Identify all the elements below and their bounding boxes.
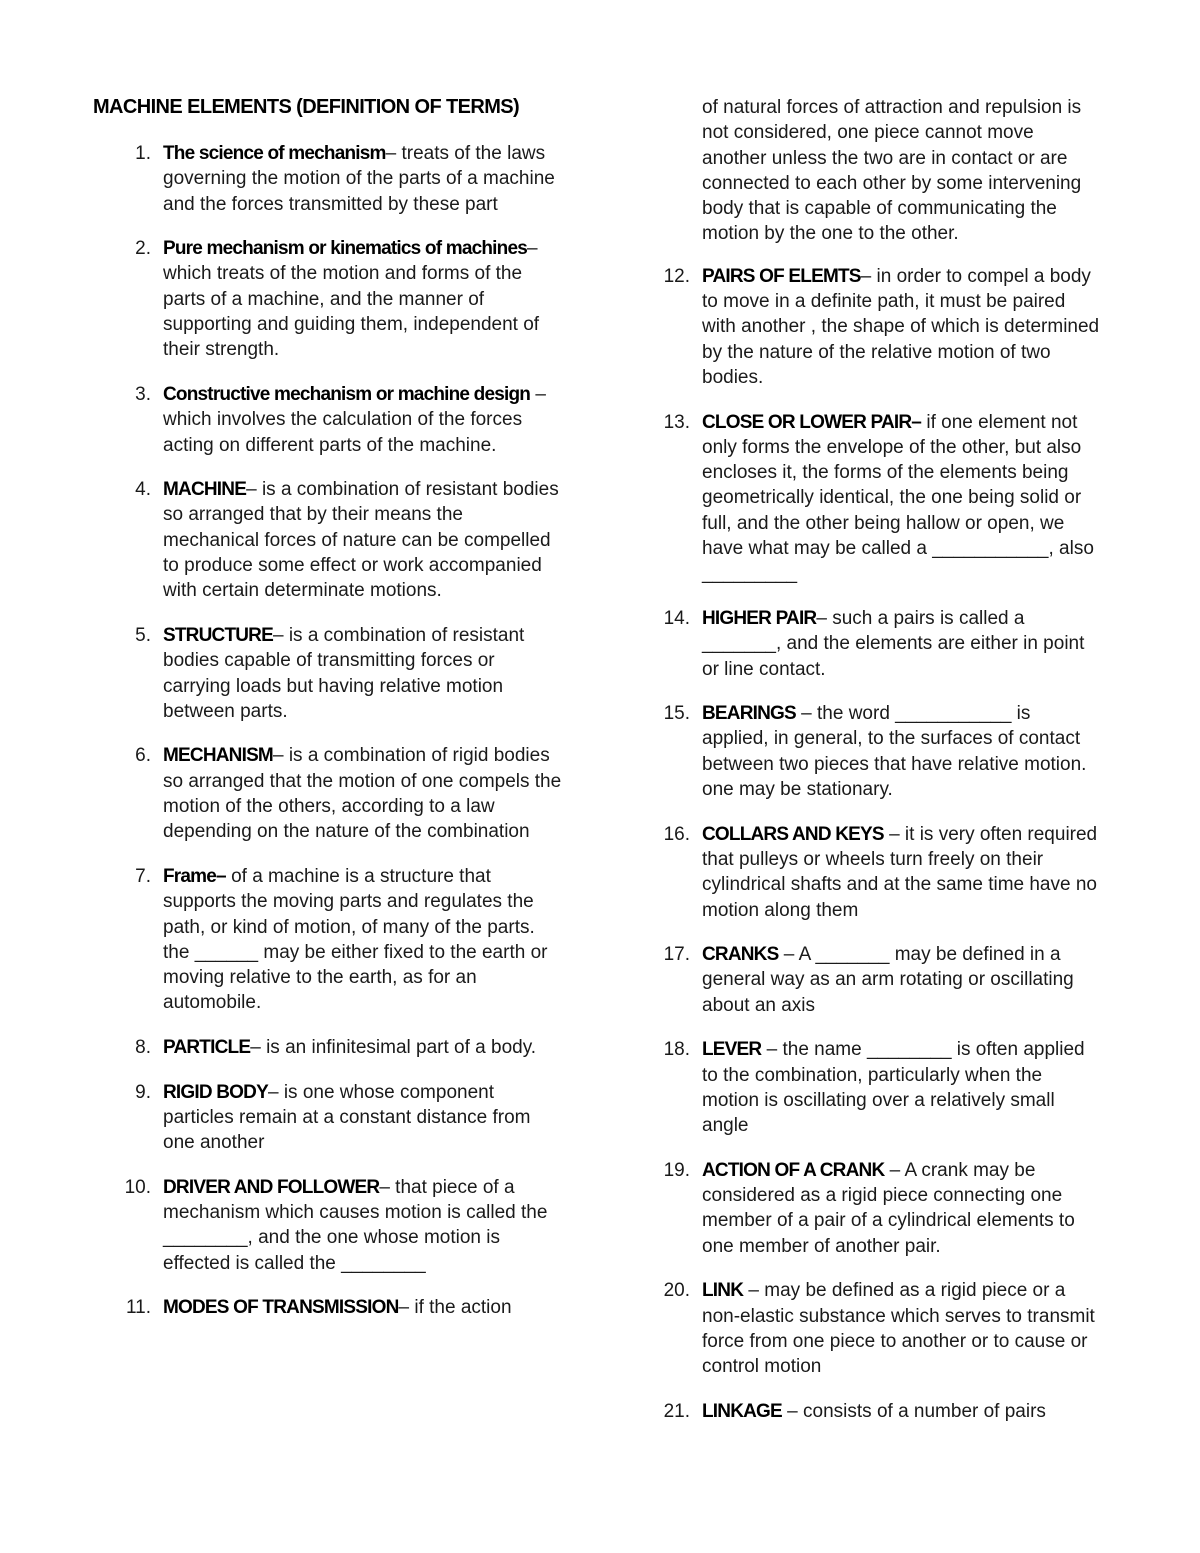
item-separator: – <box>379 1176 396 1198</box>
definition-item <box>632 942 1102 1018</box>
item-separator: – <box>272 624 289 646</box>
item-term: ACTION OF A CRANK <box>702 1159 885 1181</box>
document-title: MACHINE ELEMENTS (DEFINITION OF TERMS) <box>93 96 520 118</box>
definition-item <box>632 1037 1102 1138</box>
item-number: 3. <box>135 383 151 405</box>
item-definition: is an infinitesimal part of a body. <box>266 1036 537 1058</box>
definition-item <box>93 623 563 724</box>
item-number: 10. <box>124 1176 151 1198</box>
item-definition: is one whose component particles remain at a constant distance from one another <box>163 1081 531 1154</box>
definition-item <box>93 236 563 362</box>
definition-item <box>93 1295 563 1320</box>
item-term: HIGHER PAIR <box>702 607 817 629</box>
definition-item <box>93 382 563 458</box>
item-separator: – <box>530 383 546 405</box>
item-separator: – <box>267 1081 284 1103</box>
item-term: LINKAGE <box>702 1400 782 1422</box>
item-number: 20. <box>663 1280 690 1302</box>
definition-item <box>93 1175 563 1276</box>
item-term: PARTICLE <box>163 1036 251 1058</box>
item-separator: – <box>398 1297 415 1319</box>
item-term: STRUCTURE <box>163 624 273 646</box>
item-definition: the name ________ is often applied to the combination, particularly when the motion is oscillating over a relatively small angle <box>702 1039 1085 1137</box>
item-number: 11. <box>125 1297 151 1319</box>
item-separator: – <box>778 944 799 966</box>
item-number: 14. <box>663 607 690 629</box>
item-separator: – <box>272 745 289 767</box>
item-term: The science of mechanism <box>163 143 386 164</box>
item-separator: – <box>527 238 538 260</box>
item-definition: that piece of a mechanism which causes motion is called the ________, and the one whose motion is effected is called the ________ <box>163 1176 548 1274</box>
definition-item <box>632 1158 1102 1259</box>
item-term: CLOSE OR LOWER PAIR– <box>702 411 922 433</box>
definition-item <box>93 477 563 603</box>
item-term: DRIVER AND FOLLOWER <box>163 1176 380 1198</box>
definition-item <box>93 864 563 1016</box>
item-definition: if the action <box>414 1297 512 1319</box>
item-number: 12. <box>663 265 690 287</box>
item-number: 8. <box>135 1036 151 1058</box>
item-number: 17. <box>663 944 690 966</box>
item-number: 18. <box>663 1039 690 1061</box>
item-separator: – <box>816 607 833 629</box>
item-number: 13. <box>663 411 690 433</box>
item-definition: which involves the calculation of the forces acting on different parts of the machine. <box>163 409 523 456</box>
definition-item <box>632 410 1102 587</box>
item-separator: – <box>860 265 877 287</box>
item-definition: is a combination of resistant bodies capable of transmitting forces or carrying loads but having relative motion between parts. <box>163 624 525 722</box>
item-term: BEARINGS <box>702 703 796 725</box>
definition-item <box>632 1278 1102 1379</box>
item-definition: in order to compel a body to move in a definite path, it must be paired with another , the shape of which is determined by the nature of the relative motion of two bodies. <box>702 265 1100 388</box>
item-number: 4. <box>135 479 151 501</box>
item-definition: treats of the laws governing the motion of the parts of a machine and the forces transmitted by these part <box>163 143 555 215</box>
item-term: MODES OF TRANSMISSION <box>163 1297 399 1319</box>
item-term: Constructive mechanism or machine design <box>163 383 531 405</box>
item-term: COLLARS AND KEYS <box>702 823 884 845</box>
item-definition: may be defined as a rigid piece or a non-elastic substance which serves to transmit force from one piece to another or to cause or control motion <box>702 1280 1095 1378</box>
item-definition: A _______ may be defined in a general way as an arm rotating or oscillating about an axis <box>702 944 1074 1016</box>
item-separator: – <box>761 1039 783 1061</box>
item-definition: is a combination of rigid bodies so arranged that the motion of one compels the motion of the others, according to a law depending on the nature of the combination <box>163 745 562 843</box>
item-term: LEVER <box>702 1039 762 1061</box>
item-definition: the word ___________ is applied, in general, to the surfaces of contact between two pieces that have relative motion. one may be stationary. <box>702 703 1087 801</box>
item-definition: is a combination of resistant bodies so arranged that by their means the mechanical forces of nature can be compelled to produce some effect or work accompanied with certain determinate motions. <box>163 479 559 602</box>
item-separator: – <box>781 1400 804 1422</box>
item-definition: which treats of the motion and forms of the parts of a machine, and the manner of supporting and guiding them, independent of their strength. <box>163 263 540 361</box>
item-separator: – <box>250 1036 267 1058</box>
item-11-continuation: of natural forces of attraction and repulsion is not considered, one piece cannot move another unless the two are in contact or are connected to each other by some intervening body that is capable of communicating the motion by the one to the other. <box>702 97 1082 245</box>
item-separator: – <box>743 1280 765 1302</box>
item-number: 1. <box>135 143 151 164</box>
definition-item <box>93 141 563 217</box>
definition-item <box>632 606 1102 682</box>
item-term: RIGID BODY <box>163 1081 268 1103</box>
left-column <box>93 141 563 1340</box>
item-definition: it is very often required that pulleys or wheels turn freely on their cylindrical shafts and at the same time have no motion along them <box>702 823 1098 921</box>
item-definition: such a pairs is called a _______, and the elements are either in point or line contact. <box>702 607 1085 680</box>
item-term: MECHANISM <box>163 745 273 767</box>
definition-item <box>93 1035 563 1060</box>
item-number: 2. <box>135 238 151 260</box>
item-number: 21. <box>663 1400 690 1422</box>
item-term: Frame– <box>163 865 226 887</box>
item-number: 15. <box>663 703 690 725</box>
item-term: PAIRS OF ELEMTS <box>702 265 861 287</box>
definition-item <box>632 822 1102 923</box>
item-number: 19. <box>663 1159 690 1181</box>
item-term: CRANKS <box>702 944 779 966</box>
definition-item <box>93 743 563 844</box>
item-definition: consists of a number of pairs <box>803 1400 1046 1422</box>
item-term: MACHINE <box>163 479 247 501</box>
item-separator: – <box>883 823 905 845</box>
item-number: 9. <box>135 1081 151 1103</box>
item-separator: – <box>246 479 262 501</box>
item-definition: of a machine is a structure that supports the moving parts and regulates the path, or kind of motion, of many of the parts. the ______ may be either fixed to the earth or moving relative to the earth, as for an automobile. <box>163 865 548 1014</box>
definition-item <box>632 701 1102 802</box>
definition-item <box>632 1399 1102 1424</box>
item-separator: – <box>795 703 818 725</box>
item-number: 16. <box>663 823 690 845</box>
definition-item <box>93 1080 563 1156</box>
item-definition: A crank may be considered as a rigid piece connecting one member of a pair of a cylindrical elements to one member of another pair. <box>702 1159 1075 1257</box>
definition-item <box>632 264 1102 390</box>
item-number: 7. <box>135 865 151 887</box>
item-number: 5. <box>135 624 151 646</box>
item-term: Pure mechanism or kinematics of machines <box>163 238 527 260</box>
item-separator: – <box>884 1159 905 1181</box>
item-separator: – <box>385 143 402 164</box>
right-column <box>632 95 1102 1443</box>
item-definition: if one element not only forms the envelope of the other, but also encloses it, the forms of the elements being geometrically identical, the one being solid or full, and the other being hallow or open, we have what may be called a ___________, also _________ <box>702 411 1094 585</box>
item-number: 6. <box>135 745 151 767</box>
item-term: LINK <box>702 1280 744 1302</box>
